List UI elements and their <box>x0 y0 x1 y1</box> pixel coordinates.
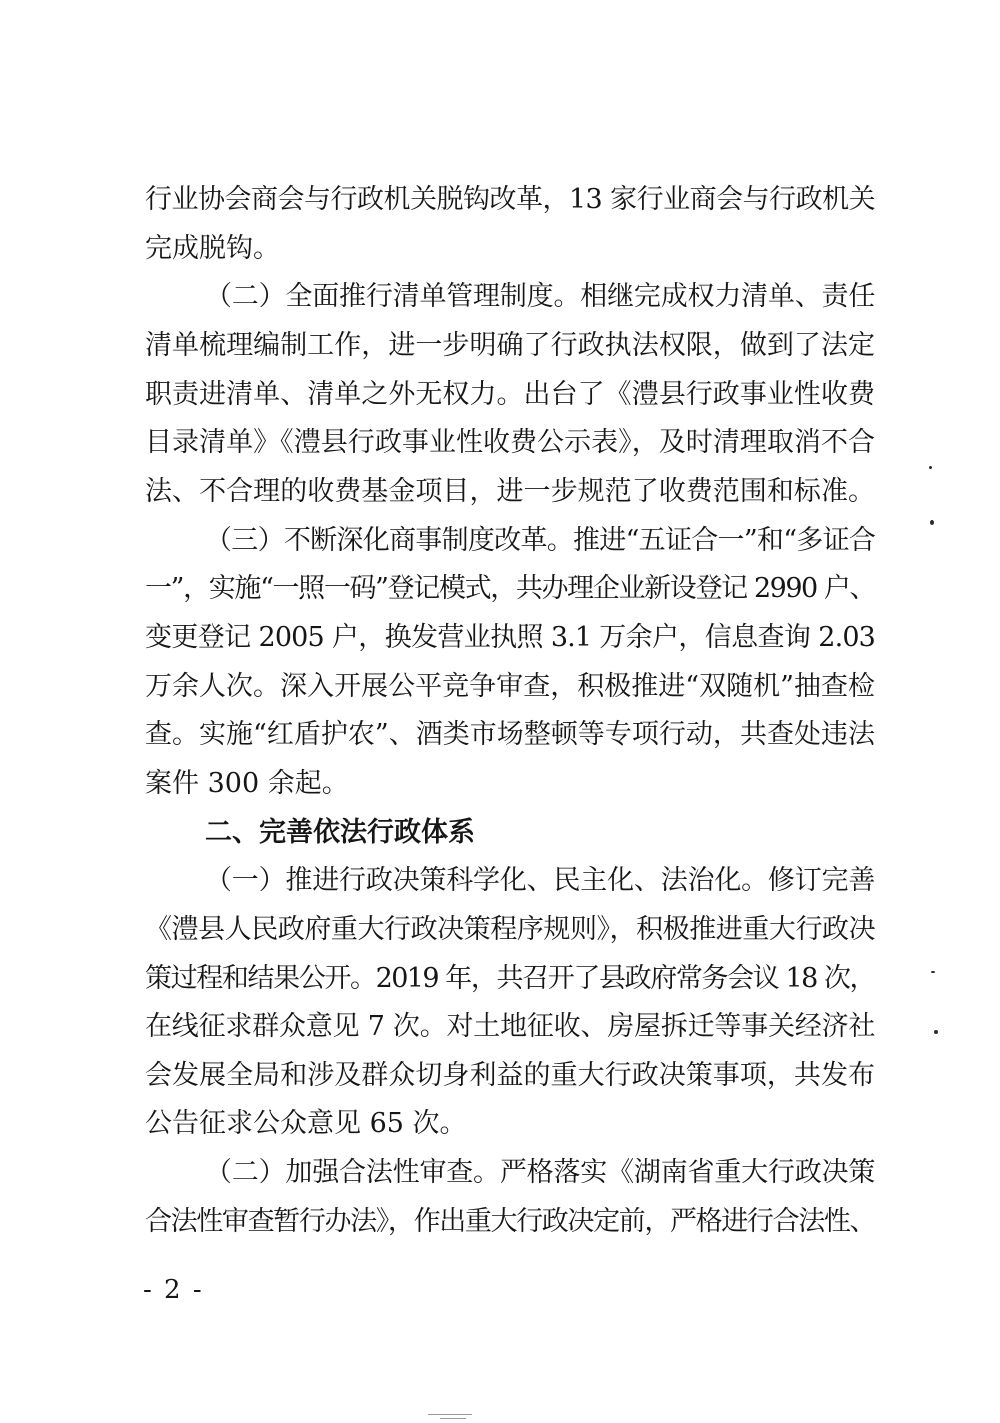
text-line: 公告征求公众意见 65 次。 <box>145 1108 467 1140</box>
text-line: 职责进清单、清单之外无权力。出台了《澧县行政事业性收费 <box>145 378 875 410</box>
text-line: 行业协会商会与行政机关脱钩改革，13 家行业商会与行政机关 <box>145 184 875 215</box>
text-line: 目录清单》《澧县行政事业性收费公示表》，及时清理取消不合 <box>145 427 875 459</box>
text-line: 万余人次。深入开展公平竞争审查，积极推进“双随机”抽查检 <box>145 670 875 702</box>
text-line: 在线征求群众意见 7 次。对土地征收、房屋拆迁等事关经济社 <box>145 1011 875 1043</box>
text-line: 清单梳理编制工作，进一步明确了行政执法权限，做到了法定 <box>145 329 875 361</box>
scan-smudge <box>440 1418 466 1419</box>
text-line: （二）全面推行清单管理制度。相继完成权力清单、责任 <box>205 281 875 313</box>
page-number: - 2 - <box>143 1275 204 1305</box>
text-line: 完成脱钩。 <box>145 232 280 264</box>
paragraph-association-reform <box>145 176 875 273</box>
text-line: （三）不断深化商事制度改革。推进“五证合一”和“多证合 <box>205 524 875 556</box>
scan-speck <box>929 466 932 469</box>
text-line: （二）加强合法性审查。严格落实《湖南省重大行政决策 <box>205 1157 875 1189</box>
text-line: 策过程和结果公开。2019 年，共召开了县政府常务会议 18 次， <box>145 962 875 994</box>
paragraph-commercial-reform <box>145 517 875 809</box>
text-line: 变更登记 2005 户，换发营业执照 3.1 万余户，信息查询 2.03 <box>145 621 875 653</box>
text-line: 《澧县人民政府重大行政决策程序规则》，积极推进重大行政决 <box>145 913 875 945</box>
section-heading: 二、完善依法行政体系 <box>205 816 475 848</box>
text-line: 会发展全局和涉及群众切身利益的重大行政决策事项，共发布 <box>145 1059 875 1091</box>
text-line: 法、不合理的收费基金项目，进一步规范了收费范围和标准。 <box>145 475 875 507</box>
scan-speck <box>931 971 935 973</box>
text-line: 案件 300 余起。 <box>145 767 349 799</box>
paragraph-list-management <box>145 273 875 516</box>
text-line: 查。实施“红盾护农”、酒类市场整顿等专项行动，共查处违法 <box>145 719 875 751</box>
paragraph-decision-making <box>145 857 875 1149</box>
scan-smudge <box>428 1414 472 1415</box>
scan-speck <box>934 1030 938 1034</box>
document-body <box>145 176 875 1246</box>
text-line: 一”，实施“一照一码”登记模式，共办理企业新设登记 2990 户、 <box>145 573 875 605</box>
scan-speck <box>930 520 934 525</box>
text-line: 合法性审查暂行办法》，作出重大行政决定前，严格进行合法性、 <box>145 1205 875 1237</box>
text-line: （一）推进行政决策科学化、民主化、法治化。修订完善 <box>205 865 875 897</box>
paragraph-legality-review <box>145 1149 875 1246</box>
